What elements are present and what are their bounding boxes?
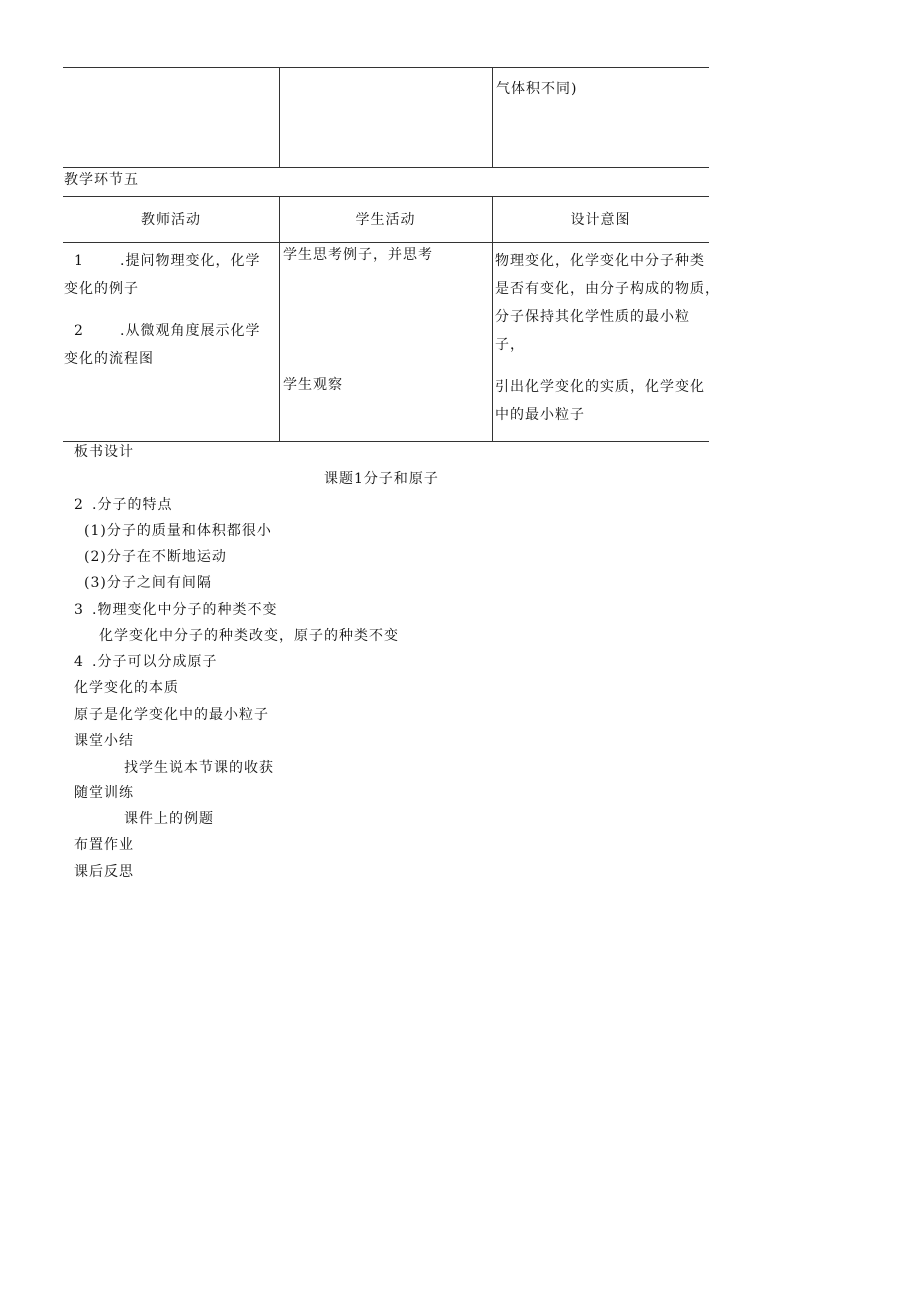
board-item-3-number: 3	[74, 602, 84, 618]
homework-heading: 布置作业	[74, 837, 134, 853]
top-table-bottom-border	[63, 167, 709, 168]
board-sub-3: (3)分子之间有间隔	[84, 575, 212, 591]
board-sub-1: (1)分子的质量和体积都很小	[84, 523, 272, 539]
teacher-item-2-number: 2	[74, 323, 84, 339]
intent-1-line-4: 子，	[495, 337, 525, 353]
board-item-3-text: .物理变化中分子的种类不变	[92, 602, 278, 618]
summary-heading: 课堂小结	[74, 733, 134, 749]
top-table-divider-1	[279, 67, 280, 167]
table-bottom-border	[63, 441, 709, 442]
board-line-atom: 原子是化学变化中的最小粒子	[74, 707, 269, 723]
table-divider-2	[492, 196, 493, 441]
board-title: 课题1分子和原子	[324, 471, 439, 487]
header-student-activity: 学生活动	[355, 212, 416, 228]
intent-2-line-1: 引出化学变化的实质，化学变化	[495, 379, 705, 395]
top-table-top-border	[63, 67, 709, 68]
board-line-nature: 化学变化的本质	[74, 680, 179, 696]
table-header-border	[63, 242, 709, 243]
header-design-intent: 设计意图	[570, 212, 631, 228]
teacher-item-1-text: .提问物理变化，化学	[120, 253, 261, 269]
board-item-2-number: 2	[74, 497, 84, 513]
teacher-item-1-text-cont: 变化的例子	[64, 281, 139, 297]
header-teacher-activity: 教师活动	[141, 212, 201, 228]
reflection-heading: 课后反思	[74, 864, 134, 880]
intent-1-line-3: 分子保持其化学性质的最小粒	[495, 309, 690, 325]
board-item-3-line-2: 化学变化中分子的种类改变，原子的种类不变	[99, 628, 399, 644]
table-divider-1	[279, 196, 280, 441]
top-table-divider-2	[492, 67, 493, 167]
student-activity-2: 学生观察	[283, 377, 343, 393]
teacher-item-2-text: .从微观角度展示化学	[120, 323, 261, 339]
board-item-4-text: .分子可以分成原子	[92, 654, 218, 670]
intent-2-line-2: 中的最小粒子	[495, 407, 585, 423]
student-activity-1: 学生思考例子，并思考	[283, 247, 433, 263]
teacher-item-1-number: 1	[74, 253, 84, 269]
top-table-col3-text: 气体积不同)	[496, 81, 578, 97]
intent-1-line-2: 是否有变化，由分子构成的物质，	[495, 281, 720, 297]
intent-1-line-1: 物理变化，化学变化中分子种类	[495, 253, 705, 269]
practice-heading: 随堂训练	[74, 785, 134, 801]
table-top-border	[63, 196, 709, 197]
section-title: 教学环节五	[64, 172, 139, 188]
practice-text: 课件上的例题	[124, 811, 214, 827]
board-item-4-number: 4	[74, 654, 84, 670]
summary-text: 找学生说本节课的收获	[124, 760, 274, 776]
board-heading: 板书设计	[74, 444, 134, 460]
board-sub-2: (2)分子在不断地运动	[84, 549, 227, 565]
teacher-item-2-text-cont: 变化的流程图	[64, 351, 154, 367]
board-item-2-text: .分子的特点	[92, 497, 173, 513]
